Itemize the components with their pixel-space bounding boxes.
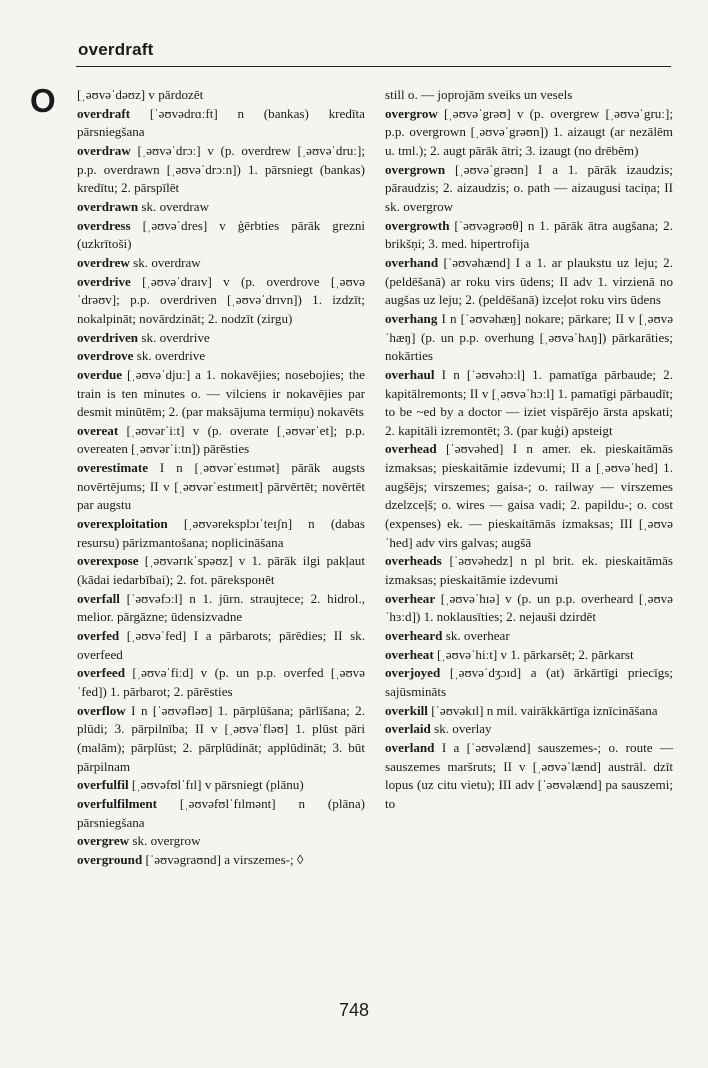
entry-definition: [ˌəʊvəˈgrəʊ] v (p. overgrew [ˌəʊvəˈgruː]; p.p. overgrown [ˌəʊvəˈgrəʊn]) 1. aizaugt (ar nezālēm u. tml.); 2. augt pārāk ātri; 3. izaugt (no drēbēm) [385,105,673,158]
entry-headword: overgrow [385,105,438,121]
dictionary-entry [385,552,673,589]
dictionary-entry [77,198,365,217]
entry-definition: [ˌəʊvəˈdʒɔɪd] a (at) ārkārtīgi priecīgs; sajūsmināts [385,665,673,699]
entry-headword: overdrove [77,348,134,364]
dictionary-entry [77,366,365,422]
page-number: 748 [338,1000,370,1020]
entry-definition: [ˌəʊvəfʊlˈfɪlmənt] n (plāna) pārsniegšana [77,795,365,830]
entry-headword: overkill [385,702,428,718]
entry-definition: I n [ˈəʊvəhɔːl] 1. pamatīga pārbaude; 2. kapitālremonts; II v [ˌəʊvəˈhɔːl] 1. pamatīgi pārbaudīt; to be ~ed by a doctor — iziet vispārējo ārsta apskati; 2. kapitāli izremontēt; 3. (par kuģi) apsteigt [385,366,673,438]
dictionary-entry [77,347,365,366]
dictionary-entry [77,459,365,515]
entry-headword: overdress [77,217,131,233]
entry-definition: sk. overlay [434,721,492,737]
entry-definition: [ˈəʊvəhedz] n pl brit. ek. pieskaitāmās izmaksas; pieskaitāmie izdevumi [385,553,673,588]
entry-definition: [ˌəʊvəˈfiːd] v (p. un p.p. overfed [ˌəʊvəˈfed]) 1. pārbarot; 2. pārēsties [77,665,365,699]
entry-definition: sk. overdraw [133,254,201,270]
entry-headword: overgrown [385,161,446,177]
dictionary-entry [385,310,673,366]
dictionary-entry [385,86,673,105]
entry-definition: [ˌəʊvəˈdraɪv] v (p. overdrove [ˌəʊvəˈdrəʊv]; p.p. overdriven [ˌəʊvəˈdrɪvn]) 1. izdzīt; nokalpināt; novārdzināt; 2. nodzīt (zirgu) [77,273,365,326]
entry-definition: still o. — joprojām sveiks un vesels [385,87,573,102]
dictionary-entry [77,776,365,795]
running-header: overdraft [78,40,154,59]
dictionary-entry [77,105,365,142]
entry-definition: [ˌəʊvəˈdres] v ģērbties pārāk grezni (uzkrītoši) [77,217,366,252]
entry-definition: sk. overgrow [132,833,201,849]
dictionary-entry [385,664,673,701]
entry-definition: [ˌəʊvəˈhɪə] v (p. un p.p. overheard [ˌəʊvəˈhɜːd]) 1. noklausīties; 2. nejauši dzirdēt [385,590,673,625]
dictionary-entry [77,552,365,589]
dictionary-entry [77,851,365,870]
entry-headword: overhang [385,310,438,326]
entry-headword: overheard [385,628,443,644]
entry-headword: overdraw [77,142,131,158]
entry-definition: sk. overdrive [141,329,210,345]
entry-headword: overjoyed [385,665,441,681]
dictionary-entry [385,161,673,217]
entry-definition: [ˈəʊvəfɔːl] n 1. jūrn. straujtece; 2. hidrol., melior. pārgāzne; ūdensizvadne [77,590,365,625]
entry-headword: overfed [77,628,120,644]
entry-definition: sk. overdrive [136,348,206,364]
right-column [385,86,673,814]
entry-headword: overdraft [77,105,131,121]
entry-headword: overlaid [385,721,431,737]
left-column [77,86,365,870]
dictionary-entry [77,329,365,348]
dictionary-entry [385,440,673,552]
dictionary-entry [77,664,365,701]
entry-definition: [ˈəʊvəgrəʊθ] n 1. pārāk ātra augšana; 2. brikšņi; 3. med. hipertrofija [385,217,673,252]
dictionary-entry [385,590,673,627]
dictionary-entry [385,739,673,814]
dictionary-entry [77,795,365,832]
dictionary-entry [77,702,365,777]
entry-headword: overhaul [385,366,435,382]
dictionary-entry [77,590,365,627]
entry-definition: I n [ˈəʊvəhæŋ] nokare; pārkare; II v [ˌəʊvəˈhæŋ] (p. un p.p. overhung [ˌəʊvəˈhʌŋ]) pārkarāties; nokārties [385,310,673,364]
dictionary-entry [77,422,365,459]
dictionary-entry [77,254,365,273]
dictionary-entry [385,254,673,310]
entry-definition: [ˌəʊvəˈdəʊz] v pārdozēt [77,87,204,102]
entry-headword: overgrowth [385,217,450,233]
entry-headword: overdrew [77,254,130,270]
dictionary-entry [77,627,365,664]
entry-definition: [ˌəʊvəˈgrəʊn] I a 1. pārāk izaudzis; pāraudzis; 2. aizaudzis; o. path — aizaugusi taciņa; II sk. overgrow [385,161,673,214]
header-rule [76,66,671,67]
entry-definition: I a [ˈəʊvəlænd] sauszemes-; o. route — sauszemes maršruts; II v [ˌəʊvəˈlænd] austrāl. dzīt lopus (uz citu vietu); III adv [ˈəʊvəlænd] pa sauszemi; to [385,739,673,811]
entry-definition: [ˈəʊvəhed] I n amer. ek. pieskaitāmās izmaksas; pieskaitāmie izdevumi; II a [ˌəʊvəˈhed] 1. augšējs; virszemes; gaisa-; o. railway — virszemes dzelzceļš; o. wires — gaisa vadi; 2. papildu-; o. cost (expenses) ek. — pieskaitāmās izmaksas; III [ˌəʊvəˈhed] adv virs galvas; augšā [385,441,673,550]
entry-headword: overdriven [77,329,139,345]
entry-definition: [ˌəʊvəfʊlˈfɪl] v pārsniegt (plānu) [131,777,304,793]
dictionary-entry [385,105,673,161]
entry-definition: [ˌəʊvərˈiːt] v (p. overate [ˌəʊvərˈet]; p.p. overeaten [ˌəʊvərˈiːtn]) pārēsties [77,422,365,457]
entry-headword: overfeed [77,665,125,681]
dictionary-entry [77,142,365,198]
entry-definition: [ˌəʊvəˈhiːt] v 1. pārkarsēt; 2. pārkarst [437,646,634,662]
entry-definition: I n [ˌəʊvərˈestɪmət] pārāk augsts novērtējums; II v [ˌəʊvərˈestɪmeɪt] pārvērtēt; novērtēt par augstu [77,460,365,513]
dictionary-entry [385,646,673,665]
entry-headword: overfall [77,590,120,606]
entry-headword: overland [385,739,435,755]
entry-headword: overfulfilment [77,795,157,811]
entry-headword: overhead [385,441,437,457]
entry-headword: overdue [77,366,123,382]
dictionary-entry [77,515,365,552]
entry-definition: [ˌəʊvəˈdjuː] a 1. nokavējies; nosebojies; the train is ten minutes o. — vilciens ir nokavējies par desmit minūtēm; 2. (par maksājuma termiņu) nokavēts [77,366,365,420]
entry-headword: overheat [385,646,434,662]
dictionary-entry [385,366,673,441]
entry-headword: overexpose [77,553,139,569]
entry-definition: [ˈəʊvəhænd] I a 1. ar plaukstu uz leju; 2. (peldēšanā) ar roku virs ūdens; II adv 1. virzienā no augšas uz leju; 2. (peldēšanā) izceļot roku virs ūdens [385,254,673,308]
entry-headword: overfulfil [77,777,129,793]
entry-definition: [ˈəʊvəkɪl] n mil. vairākkārtīga iznīcināšana [431,702,658,718]
dictionary-entry [77,86,365,105]
entry-headword: overheads [385,553,442,569]
entry-definition: I n [ˈəʊvəfləʊ] 1. pārplūšana; pārlīšana; 2. plūdi; 3. pārpilnība; II v [ˌəʊvəˈfləʊ] 1. plūst pāri (malām); pārplūst; 2. pārplūdināt; applūdināt; 3. būt pārpilnam [77,702,365,774]
entry-headword: overflow [77,702,126,718]
entry-headword: overdrive [77,273,131,289]
entry-headword: overestimate [77,460,149,476]
entry-headword: overeat [77,422,119,438]
dictionary-entry [77,832,365,851]
dictionary-entry [385,720,673,739]
dictionary-entry [385,217,673,254]
entry-definition: [ˈəʊvəgraʊnd] a virszemes-; ◊ [145,851,304,867]
dictionary-entry [77,273,365,329]
entry-definition: [ˌəʊvəˈfed] I a pārbarots; pārēdies; II sk. overfeed [77,628,365,662]
entry-definition: [ˌəʊvəˈdrɔː] v (p. overdrew [ˌəʊvəˈdruː]; p.p. overdrawn [ˌəʊvəˈdrɔːn]) 1. pārsniegt (bankas) kredītu; 2. pārspīlēt [77,142,365,196]
entry-definition: [ˌəʊvərɪkˈspəʊz] v 1. pārāk ilgi pakļaut (kādai iedarbībai); 2. fot. pārekspонēt [77,553,365,588]
dictionary-entry [77,217,365,254]
dictionary-entry [385,702,673,721]
entry-definition: [ˌəʊvəreksplɔɪˈteɪʃn] n (dabas resursu) pārizmantošana; noplicināšana [77,516,365,550]
entry-headword: overhand [385,254,439,270]
entry-headword: overdrawn [77,198,139,214]
entry-definition: [ˈəʊvədrɑːft] n (bankas) kredīta pārsniegšana [77,105,365,140]
entry-definition: sk. overhear [445,628,510,644]
entry-headword: overgrew [77,833,130,849]
entry-headword: overhear [385,590,436,606]
section-letter: O [30,82,56,119]
entry-headword: overexploitation [77,516,168,532]
entry-definition: sk. overdraw [141,198,210,214]
dictionary-entry [385,627,673,646]
entry-headword: overground [77,851,143,867]
